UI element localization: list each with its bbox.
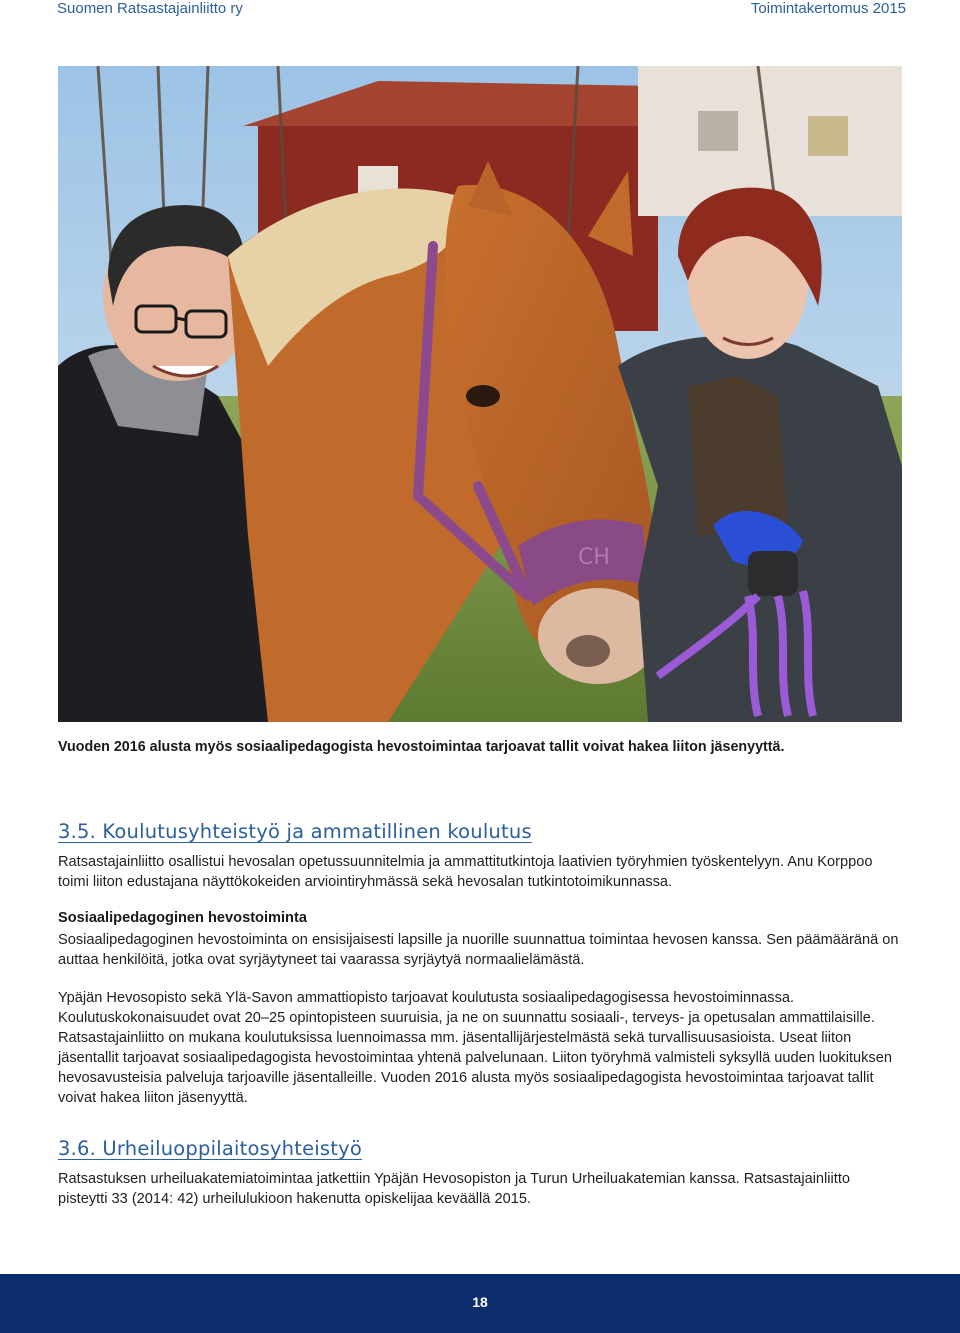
photo-women-with-horse — [58, 66, 902, 722]
header-organization: Suomen Ratsastajainliitto ry — [57, 0, 243, 17]
noseband-text: CH — [578, 545, 610, 570]
section-3-5-paragraph-2: Sosiaalipedagoginen hevostoiminta on ensisijaisesti lapsille ja nuorille suunnattua toimintaa hevosen kanssa. Sen päämääränä on auttaa henkilöitä, jotka ovat syrjäytyneet tai vaarassa syrjäytyä normaalielämästä. — [58, 932, 899, 968]
section-heading-3-5: 3.5. Koulutusyhteistyö ja ammatillinen koulutus — [58, 820, 532, 843]
section-3-6-paragraph-1: Ratsastuksen urheiluakatemiatoimintaa jatkettiin Ypäjän Hevosopiston ja Turun Urheiluakatemian kanssa. Ratsastajainliitto pisteytti 33 (2014: 42) urheilulukioon hakenutta opiskelijaa keväällä 2015. — [58, 1171, 851, 1207]
page-footer — [0, 1274, 960, 1333]
subheading-social-pedagogy: Sosiaalipedagoginen hevostoiminta — [58, 910, 307, 926]
section-heading-3-6: 3.6. Urheiluoppilaitosyhteistyö — [58, 1137, 362, 1160]
header-report-title: Toimintakertomus 2015 — [750, 0, 906, 17]
page-number: 18 — [472, 1294, 488, 1310]
section-3-5-paragraph-1: Ratsastajainliitto osallistui hevosalan opetussuunnitelmia ja ammattitutkintoja laativien työryhmien työskentelyyn. Anu Korppoo toimi liiton edustajana näyttökokeiden arviointiryhmässä sekä hevosalan tutkintotoimikunnassa. — [58, 854, 873, 890]
section-3-5-paragraph-3: Ypäjän Hevosopisto sekä Ylä-Savon ammattiopisto tarjoavat koulutusta sosiaalipedagogisessa hevostoiminnassa. Koulutuskokonaisuudet ovat 20–25 opintopisteen suuruisia, ja ne on suunnattu sosiaali-, terveys- ja opetusalan ammattilaisille. Ratsastajainliitto on mukana koulutuksissa luennoimassa mm. jäsentallijärjestelmästä sekä turvallisuusasioista. Useat liiton jäsentallit tarjoavat sosiaalipedagogista hevostoimintaa yhtenä palvelunaan. Liiton työryhmä valmisteli syksyllä uuden luokituksen hevosavusteisia palveluja tarjoaville jäsentalleille. Vuoden 2016 alusta myös sosiaalipedagogista hevostoimintaa tarjoavat tallit voivat hakea liiton jäsenyyttä. — [58, 990, 892, 1106]
photo-caption: Vuoden 2016 alusta myös sosiaalipedagogista hevostoimintaa tarjoavat tallit voivat hakea liiton jäsenyyttä. — [58, 739, 785, 755]
